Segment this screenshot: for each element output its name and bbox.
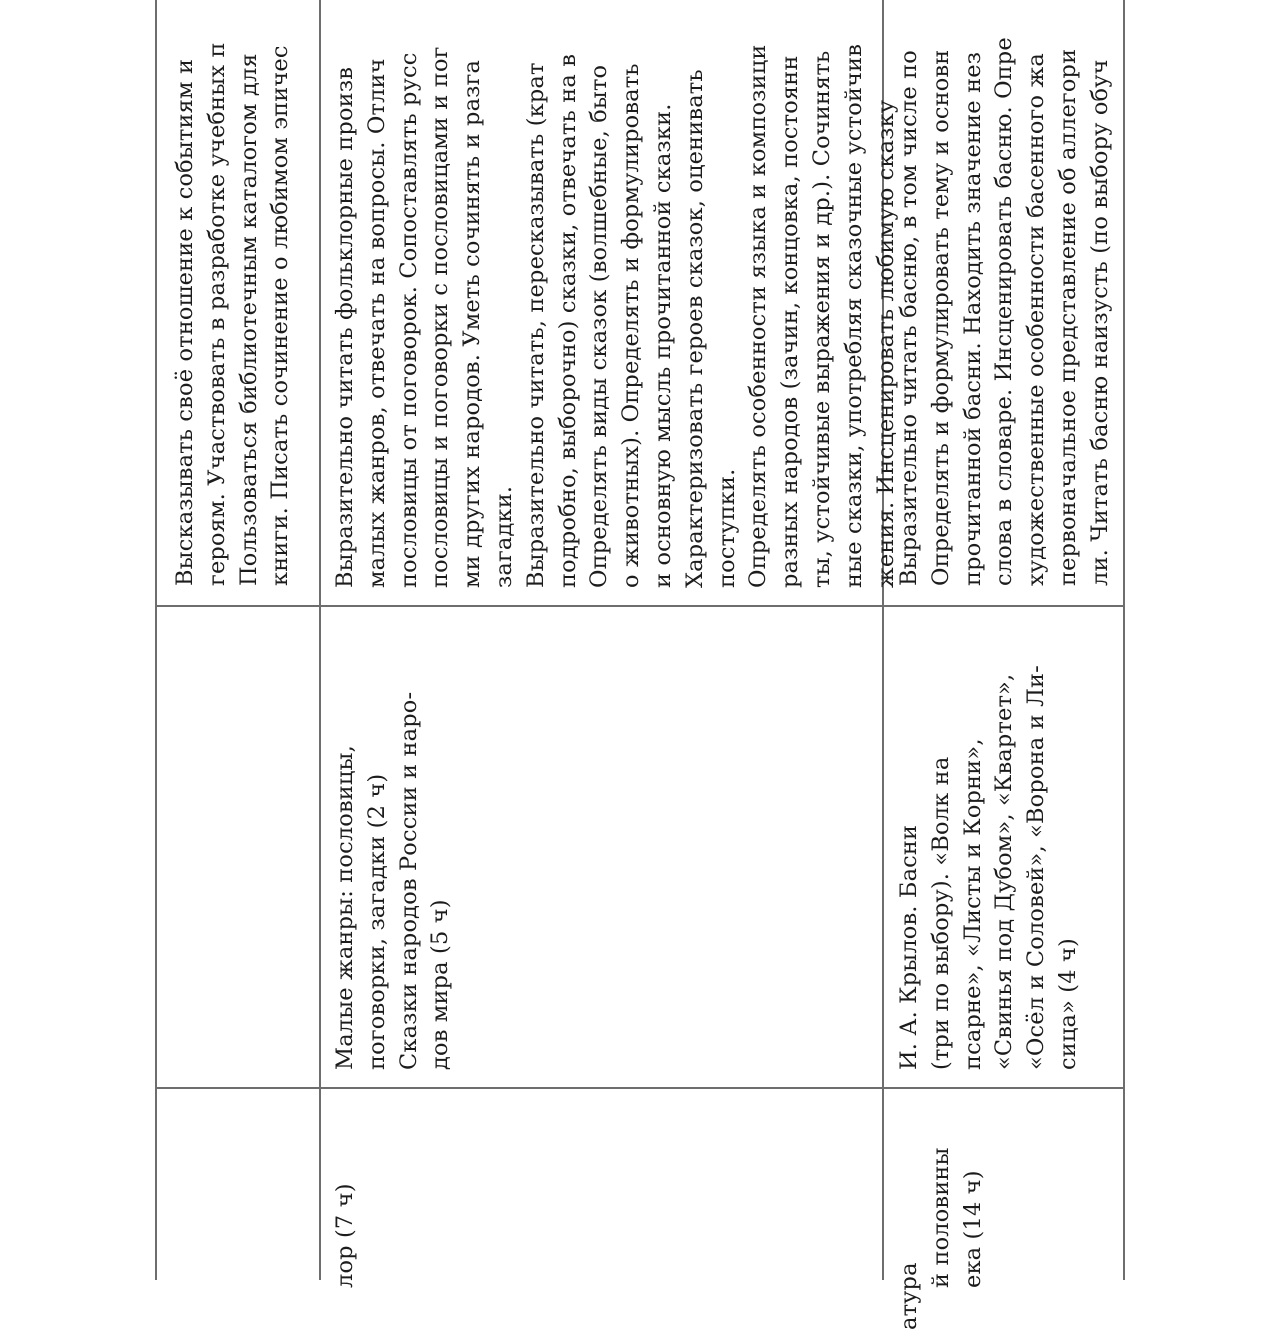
text-line: сица» (4 ч) (1054, 938, 1081, 1070)
row-3-topic-cell (894, 665, 1085, 1070)
text-line: загадки. (490, 485, 517, 588)
text-line: поговорки, загадки (2 ч) (363, 773, 390, 1070)
row-3-activities-cell (894, 37, 1117, 586)
text-line: Определять и формулировать тему и основн (927, 49, 954, 586)
text-line: поступки. (713, 468, 740, 588)
text-line: жения. Инсценировать любимую сказку (872, 99, 899, 588)
text-line: «Осёл и Соловей», «Ворона и Ли- (1023, 665, 1050, 1070)
text-line: слова в словаре. Инсценировать басню. Опре (991, 37, 1018, 586)
section-title-line: ека (14 ч) (959, 1170, 986, 1288)
text-line: ли. Читать басню наизусть (по выбору обуч (1086, 59, 1113, 586)
text-line: пословицы и поговорки с пословицами и пог (427, 46, 454, 588)
row-2-activities-cell (330, 44, 902, 588)
text-line: пословицы от поговорок. Сопоставлять русс (395, 52, 422, 588)
text-line: «Свинья под Дубом», «Квартет», (991, 673, 1018, 1070)
text-line: первоначальное представление об аллегори (1054, 48, 1081, 586)
text-line: героям. Участвовать в разработке учебных п (203, 42, 230, 586)
text-line: Выразительно читать басню, в том числе по (896, 50, 922, 586)
column-divider-section (155, 1087, 1125, 1089)
text-line: прочитанной басни. Находить значение нез (959, 51, 986, 586)
text-line: Малые жанры: пословицы, (332, 745, 358, 1070)
text-line: и основную мысль прочитанной сказки. (649, 103, 676, 588)
row-3-section-cell (894, 1147, 989, 1330)
text-line: книги. Писать сочинение о любимом эпичес (267, 45, 294, 586)
text-line: Выразительно читать, пересказывать (крат (522, 62, 549, 588)
row-1-activities-cell (170, 42, 297, 586)
text-line: Выразительно читать фольклорные произв (332, 66, 358, 588)
text-line: малых жанров, отвечать на вопросы. Отлич (363, 58, 390, 588)
text-line: Характеризовать героев сказок, оценивать (681, 69, 708, 588)
text-line: подробно, выборочно) сказки, отвечать на в (554, 53, 581, 588)
text-line: Определять особенности языка и композици (745, 44, 772, 588)
row-2-topic-cell (330, 692, 457, 1070)
text-line: ные сказки, употребляя сказочные устойчив (840, 43, 867, 588)
section-title: лор (7 ч) (332, 1183, 358, 1288)
text-line: (три по выбору). «Волк на (927, 756, 954, 1070)
section-title-line: атура (896, 1262, 922, 1330)
text-line: псарне», «Листы и Корни», (959, 738, 986, 1070)
text-line: дов мира (5 ч) (427, 899, 454, 1070)
column-divider-activities (155, 605, 1125, 607)
text-line: Определять виды сказок (волшебные, быто (586, 64, 613, 588)
text-line: И. А. Крылов. Басни (896, 824, 922, 1070)
text-line: Высказывать своё отношение к событиям и (172, 58, 198, 586)
text-line: Сказки народов России и наро- (395, 691, 422, 1070)
text-line: ты, устойчивые выражения и др.). Сочинять (808, 50, 835, 588)
row-2-section-cell (330, 1183, 362, 1288)
text-line: художественные особенности басенного жа (1023, 53, 1050, 586)
text-line: ми других народов. Уметь сочинять и разга (459, 59, 486, 588)
text-line: о животных). Определять и формулировать (618, 63, 645, 588)
section-title-line: й половины (927, 1147, 954, 1288)
text-line: Пользоваться библиотечным каталогом для (235, 53, 262, 586)
text-line: разных народов (зачин, концовка, постоянн (777, 55, 804, 588)
